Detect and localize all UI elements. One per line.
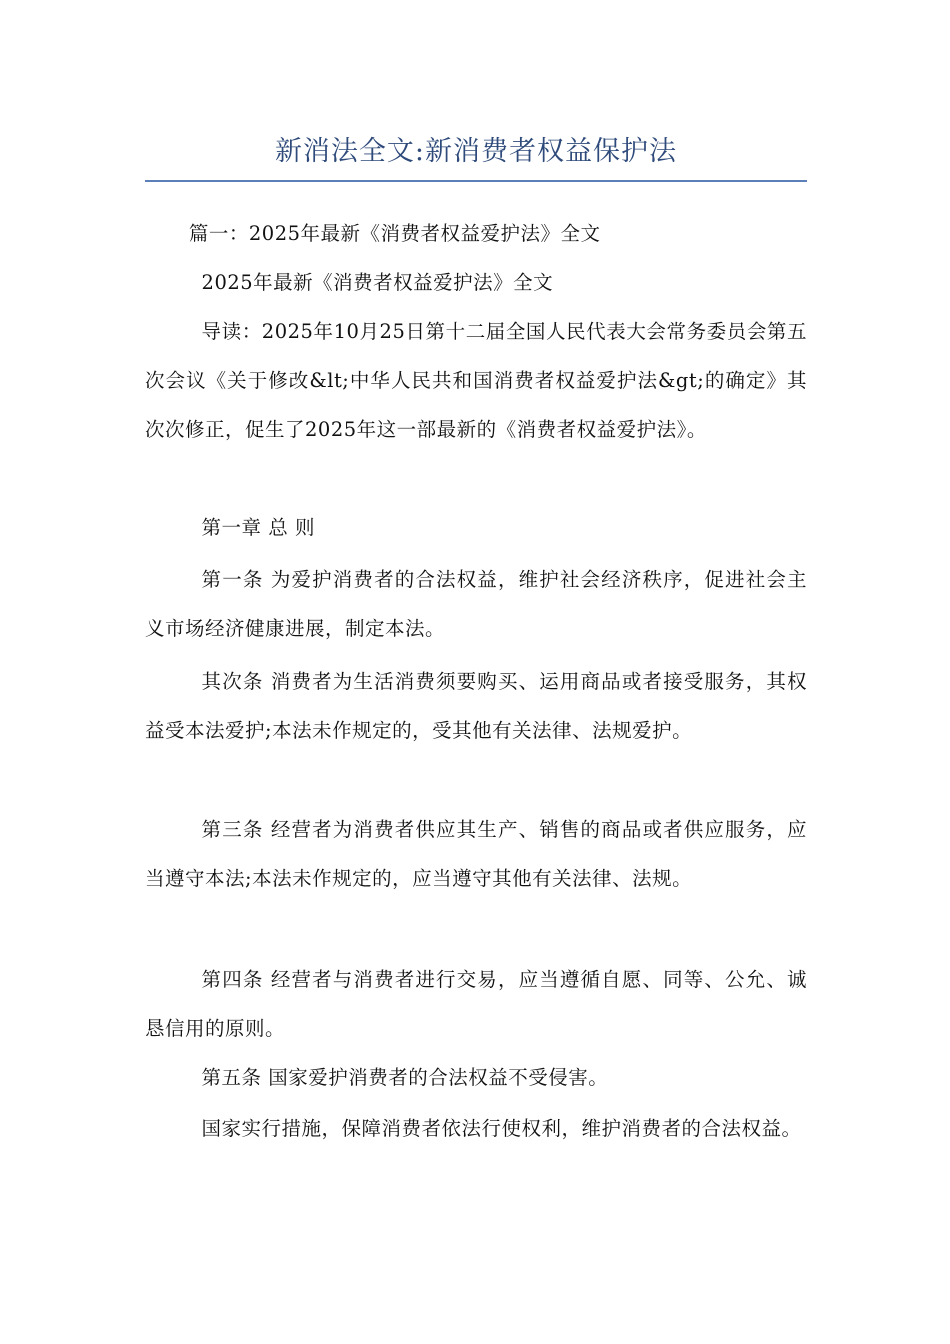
paragraph-intro: 导读：2025年10月25日第十二届全国人民代表大会常务委员会第五次会议《关于修改&lt;中华人民共和国消费者权益爱护法&gt;的确定》其次次修正，促生了2025年这一部最新的《消费者权益爱护法》。 xyxy=(145,320,807,441)
paragraph-article-2: 其次条 消费者为生活消费须要购买、运用商品或者接受服务，其权益受本法爱护;本法未作规定的，受其他有关法律、法规爱护。 xyxy=(145,670,807,742)
paragraph-article-3: 第三条 经营者为消费者供应其生产、销售的商品或者供应服务，应当遵守本法;本法未作规定的，应当遵守其他有关法律、法规。 xyxy=(145,818,807,890)
paragraph-chapter-heading: 第一章 总 则 xyxy=(201,516,315,539)
paragraph-article-5: 第五条 国家爱护消费者的合法权益不受侵害。 xyxy=(201,1066,609,1089)
paragraph-section-heading: 篇一：2025年最新《消费者权益爱护法》全文 xyxy=(188,222,601,245)
document-title: 新消法全文:新消费者权益保护法 xyxy=(274,136,678,167)
paragraph-article-1: 第一条 为爱护消费者的合法权益，维护社会经济秩序，促进社会主义市场经济健康进展，制定本法。 xyxy=(145,568,807,640)
paragraph-article-4: 第四条 经营者与消费者进行交易，应当遵循自愿、同等、公允、诚恳信用的原则。 xyxy=(145,968,807,1040)
title-underline xyxy=(145,180,807,182)
paragraph-article-5-detail: 国家实行措施，保障消费者依法行使权利，维护消费者的合法权益。 xyxy=(201,1117,802,1140)
paragraph-subtitle: 2025年最新《消费者权益爱护法》全文 xyxy=(201,271,554,294)
